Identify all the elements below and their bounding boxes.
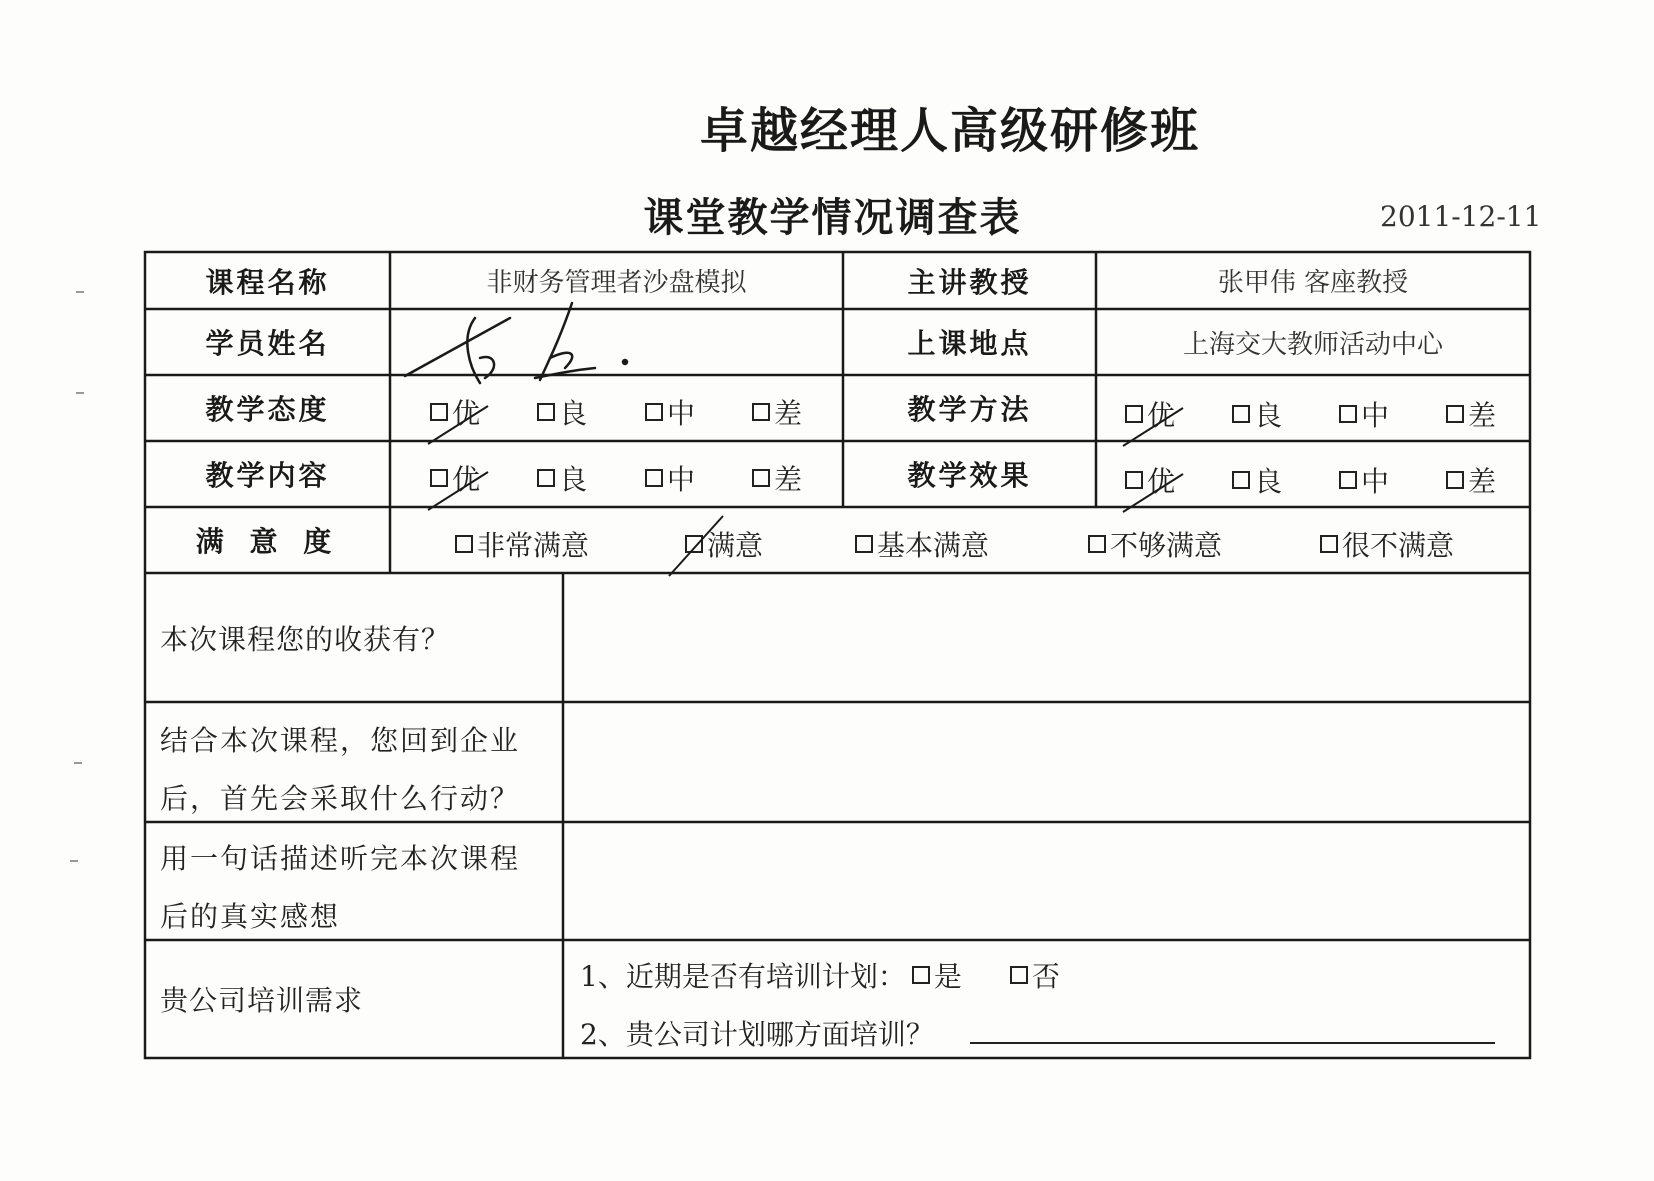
effect-checkbox[interactable] [1232, 471, 1250, 489]
satisfaction-option-label: 基本满意 [877, 529, 990, 562]
content-checkbox[interactable] [645, 469, 663, 487]
handwritten-signature-icon [400, 298, 640, 388]
attitude-option-1[interactable] [537, 392, 587, 432]
attitude-checkbox[interactable] [537, 403, 555, 421]
training-question-2 [580, 1013, 934, 1053]
effect-option-label: 良 [1254, 465, 1283, 498]
attitude-option-label: 优 [452, 397, 481, 430]
attitude-option-0[interactable] [430, 392, 480, 432]
course-name-label: 课程名称 [205, 265, 330, 299]
effect-option-label: 中 [1361, 465, 1390, 498]
action-answer-field[interactable] [563, 702, 1530, 822]
method-option-3[interactable] [1446, 394, 1496, 434]
effect-option-1[interactable] [1232, 460, 1282, 500]
training-question-2-text: 2、贵公司计划哪方面培训？ [580, 1018, 934, 1051]
method-checkbox[interactable] [1339, 405, 1357, 423]
gains-question: 本次课程您的收获有？ [160, 622, 451, 656]
effect-label: 教学效果 [907, 459, 1032, 492]
method-option-0[interactable] [1125, 394, 1175, 434]
attitude-checkbox[interactable] [645, 403, 663, 421]
student-signature [390, 300, 650, 385]
satisfaction-option-label: 不够满意 [1110, 529, 1223, 562]
satisfaction-checkbox[interactable] [855, 535, 873, 553]
attitude-option-label: 差 [774, 397, 803, 430]
satisfaction-option-3[interactable] [1088, 524, 1222, 564]
form-date: 2011-12-11 [1380, 200, 1542, 233]
feeling-question-line2: 后的真实感想 [160, 900, 341, 933]
training-yes-label: 是 [933, 960, 962, 993]
satisfaction-checkbox[interactable] [1320, 535, 1338, 553]
content-checkbox[interactable] [752, 469, 770, 487]
check-mark-icon [1121, 472, 1191, 516]
training-answer-line[interactable] [970, 1042, 1495, 1044]
content-option-label: 优 [452, 463, 481, 496]
method-checkbox[interactable] [1232, 405, 1250, 423]
effect-checkbox[interactable] [1339, 471, 1357, 489]
course-name-value: 非财务管理者沙盘模拟 [486, 268, 747, 298]
training-yes-checkbox[interactable] [912, 966, 930, 984]
satisfaction-option-0[interactable] [455, 524, 589, 564]
satisfaction-option-4[interactable] [1320, 524, 1454, 564]
lecturer-value: 张甲伟 客座教授 [1217, 268, 1409, 298]
location-value: 上海交大教师活动中心 [1182, 329, 1443, 360]
feeling-question-line1: 用一句话描述听完本次课程 [160, 842, 521, 875]
feeling-answer-field[interactable] [563, 822, 1530, 940]
attitude-option-3[interactable] [752, 392, 802, 432]
method-label: 教学方法 [907, 393, 1032, 426]
method-checkbox[interactable] [1446, 405, 1464, 423]
lecturer-label: 主讲教授 [907, 265, 1032, 299]
satisfaction-checkbox[interactable] [1088, 535, 1106, 553]
method-option-label: 优 [1147, 399, 1176, 432]
effect-option-0[interactable] [1125, 460, 1175, 500]
method-option-label: 差 [1468, 399, 1497, 432]
effect-option-label: 优 [1147, 465, 1176, 498]
action-question-line2: 后，首先会采取什么行动？ [160, 782, 521, 815]
content-option-label: 中 [667, 463, 696, 496]
content-checkbox[interactable] [537, 469, 555, 487]
content-option-3[interactable] [752, 458, 802, 498]
method-option-1[interactable] [1232, 394, 1282, 434]
satisfaction-option-2[interactable] [855, 524, 989, 564]
student-name-label: 学员姓名 [205, 327, 330, 360]
training-no-checkbox[interactable] [1010, 966, 1028, 984]
method-option-label: 中 [1361, 399, 1390, 432]
action-question-line1: 结合本次课程，您回到企业 [160, 724, 521, 757]
gains-answer-field[interactable] [563, 573, 1530, 702]
method-option-2[interactable] [1339, 394, 1389, 434]
page-title: 卓越经理人高级研修班 [699, 103, 1200, 159]
check-mark-icon [426, 404, 496, 448]
content-option-label: 差 [774, 463, 803, 496]
attitude-option-label: 中 [667, 397, 696, 430]
content-option-1[interactable] [537, 458, 587, 498]
check-mark-icon [1121, 406, 1191, 450]
effect-option-3[interactable] [1446, 460, 1496, 500]
training-no-label: 否 [1031, 960, 1060, 993]
attitude-option-label: 良 [559, 397, 588, 430]
location-label: 上课地点 [907, 327, 1032, 360]
training-question-1-text: 1、近期是否有培训计划： [580, 960, 906, 993]
attitude-label: 教学态度 [205, 393, 330, 426]
content-option-0[interactable] [430, 458, 480, 498]
training-needs-label: 贵公司培训需求 [160, 984, 364, 1017]
satisfaction-option-label: 很不满意 [1342, 529, 1455, 562]
training-question-1 [580, 955, 1060, 995]
content-option-label: 良 [559, 463, 588, 496]
check-mark-icon [426, 470, 496, 514]
effect-option-label: 差 [1468, 465, 1497, 498]
content-label: 教学内容 [205, 459, 330, 492]
satisfaction-option-label: 满意 [707, 529, 764, 562]
attitude-checkbox[interactable] [752, 403, 770, 421]
satisfaction-option-1[interactable] [685, 524, 763, 564]
satisfaction-option-label: 非常满意 [477, 529, 590, 562]
satisfaction-checkbox[interactable] [455, 535, 473, 553]
satisfaction-label: 满 意 度 [195, 525, 340, 558]
effect-checkbox[interactable] [1446, 471, 1464, 489]
content-option-2[interactable] [645, 458, 695, 498]
method-option-label: 良 [1254, 399, 1283, 432]
effect-option-2[interactable] [1339, 460, 1389, 500]
attitude-option-2[interactable] [645, 392, 695, 432]
form-subtitle: 课堂教学情况调查表 [643, 195, 1022, 241]
